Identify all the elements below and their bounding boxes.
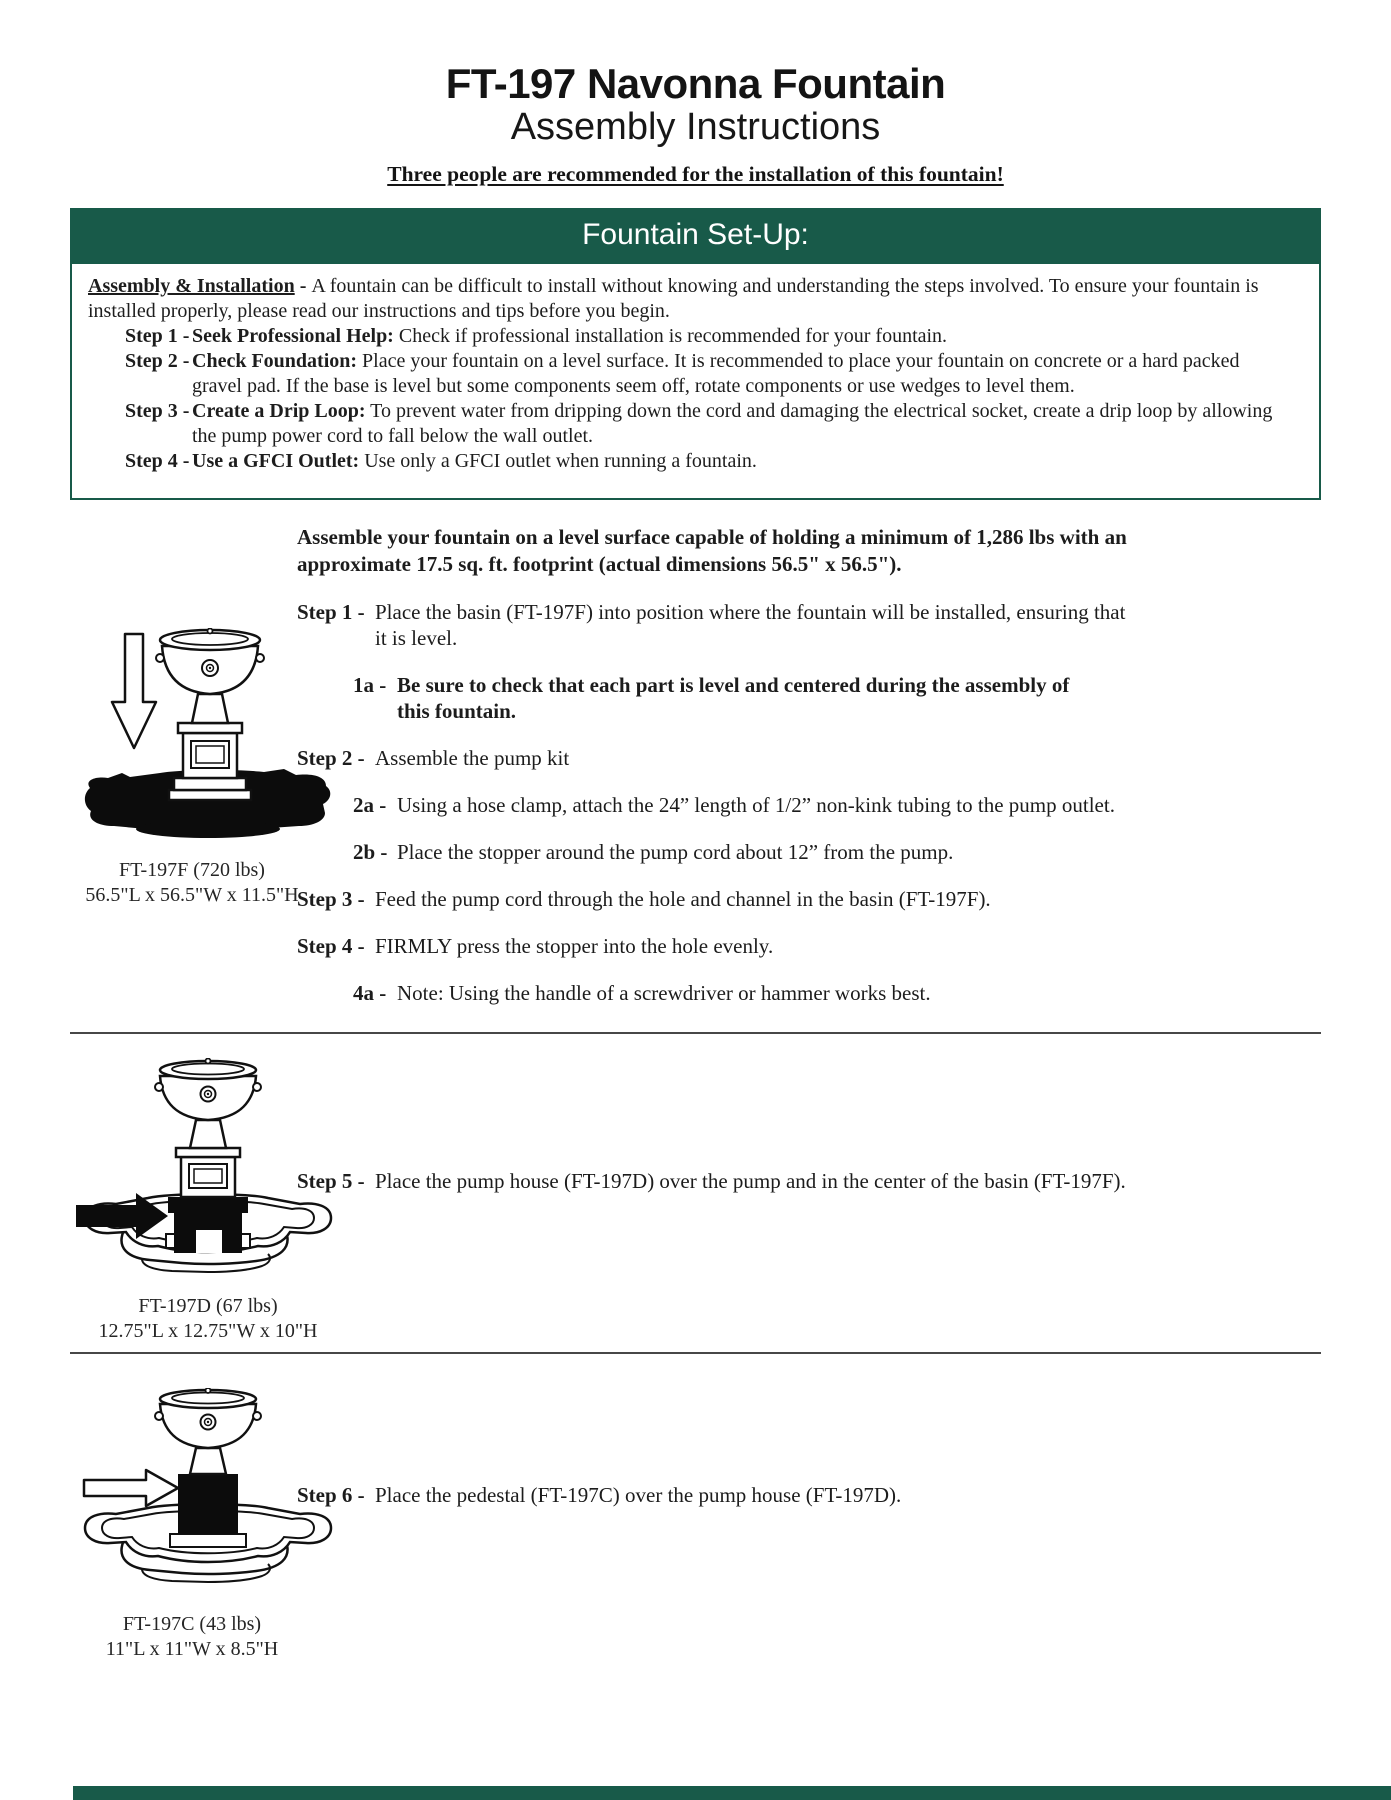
- setup-intro-line1: A fountain can be difficult to install without knowing and understanding the steps involved. To ensure your fountain is: [311, 275, 1259, 297]
- step-3: [297, 886, 1337, 912]
- setup-intro-heading: Assembly & Installation: [88, 275, 295, 297]
- figure-basin-placement: [62, 628, 342, 850]
- fountain-top-drawing: [155, 1388, 261, 1474]
- page-title: FT-197 Navonna Fountain: [445, 60, 946, 107]
- pump-house-door: [196, 1230, 222, 1253]
- step-text: Feed the pump cord through the hole and channel in the basin (FT-197F).: [375, 887, 991, 911]
- setup-step-title: Check Foundation:: [192, 350, 358, 372]
- caption-model: FT-197C (43 lbs): [122, 1613, 262, 1635]
- caption-dimensions: 12.75"L x 12.75"W x 10"H: [98, 1320, 318, 1342]
- setup-step-title: Use a GFCI Outlet:: [192, 450, 360, 472]
- caption-model: FT-197F (720 lbs): [119, 859, 265, 881]
- sub-step-1a: [353, 672, 1337, 724]
- step-label: 2b -: [353, 840, 388, 864]
- step-6: [297, 1482, 1337, 1508]
- step-label: 4a -: [353, 981, 387, 1005]
- setup-intro-line2: installed properly, please read our instructions and tips before you begin.: [88, 300, 670, 322]
- step-text: Assemble the pump kit: [375, 746, 570, 770]
- sub-step-4a: [353, 980, 1337, 1006]
- step-text: Using a hose clamp, attach the 24” length of 1/2” non-kink tubing to the pump outlet.: [397, 793, 1115, 817]
- figure-caption-2: [78, 1294, 338, 1344]
- pedestal-silhouette: [178, 1474, 238, 1534]
- sub-step-2a: [353, 792, 1337, 818]
- step-text: [375, 599, 1125, 651]
- setup-step-1: [125, 324, 1303, 349]
- arrow-right-outline-icon: [84, 1470, 178, 1506]
- step-text: [397, 672, 1069, 724]
- setup-step-text: Check if professional installation is recommended for your fountain.: [393, 325, 948, 347]
- figure-pump-house-placement: [62, 1058, 342, 1273]
- setup-header-label: Fountain Set-Up:: [582, 218, 809, 251]
- section-divider-2: [70, 1352, 1321, 1354]
- step-label: 2a -: [353, 793, 387, 817]
- page-subtitle: Assembly Instructions: [510, 106, 881, 148]
- step-4: [297, 933, 1337, 959]
- setup-step-title: Create a Drip Loop:: [192, 400, 366, 422]
- step-label: Step 1 -: [297, 600, 365, 624]
- fountain-top-drawing: [155, 1059, 261, 1198]
- setup-step-2: [125, 349, 1303, 399]
- setup-step-label: Step 1 -: [125, 325, 190, 347]
- setup-step-label: Step 2 -: [125, 350, 190, 372]
- setup-header: [70, 208, 1321, 262]
- setup-intro-sep: -: [294, 275, 312, 297]
- setup-step-text: gravel pad. If the base is level but some components seem off, rotate components or use wedges to level them.: [192, 375, 1075, 397]
- step-text: Place the pump house (FT-197D) over the pump and in the center of the basin (FT-197F).: [375, 1169, 1126, 1193]
- setup-step-text: the pump power cord to fall below the wall outlet.: [192, 425, 594, 447]
- setup-step-text: Use only a GFCI outlet when running a fountain.: [359, 450, 757, 472]
- step-text: Note: Using the handle of a screwdriver or hammer works best.: [397, 981, 931, 1005]
- section-divider-1: [70, 1032, 1321, 1034]
- assembly-intro-line2: approximate 17.5 sq. ft. footprint (actual dimensions 56.5" x 56.5").: [297, 552, 902, 576]
- setup-step-text: Place your fountain on a level surface. It is recommended to place your fountain on concrete or a hard packed: [357, 350, 1240, 372]
- caption-model: FT-197D (67 lbs): [138, 1295, 278, 1317]
- step-1: [297, 599, 1337, 651]
- step-text: Place the pedestal (FT-197C) over the pump house (FT-197D).: [375, 1483, 902, 1507]
- assembly-instructions: [297, 524, 1337, 1027]
- caption-dimensions: 56.5"L x 56.5"W x 11.5"H: [85, 884, 299, 906]
- step-text: Place the stopper around the pump cord about 12” from the pump.: [397, 840, 954, 864]
- step-line: Be sure to check that each part is level and centered during the assembly of: [397, 673, 1070, 697]
- setup-step-label: Step 4 -: [125, 450, 190, 472]
- step-label: Step 6 -: [297, 1483, 365, 1507]
- figure-caption-1: [62, 858, 322, 908]
- step-2: [297, 745, 1337, 771]
- assembly-intro-line1: Assemble your fountain on a level surface capable of holding a minimum of 1,286 lbs with an: [297, 525, 1127, 549]
- setup-intro: [88, 274, 1303, 324]
- step-line: it is level.: [375, 626, 458, 650]
- setup-step-3: [125, 399, 1303, 449]
- figure-caption-3: [62, 1612, 322, 1662]
- step-label: Step 3 -: [297, 887, 365, 911]
- setup-step-4: [125, 449, 1303, 474]
- step-label: Step 2 -: [297, 746, 365, 770]
- step-line: this fountain.: [397, 699, 517, 723]
- assembly-intro: [297, 524, 1337, 578]
- caption-dimensions: 11"L x 11"W x 8.5"H: [105, 1638, 279, 1660]
- setup-box: [70, 262, 1321, 500]
- sub-step-2b: [353, 839, 1337, 865]
- step-label: 1a -: [353, 673, 387, 697]
- bottom-green-bar: [73, 1786, 1391, 1800]
- step-5: [297, 1168, 1337, 1194]
- recommendation-note: Three people are recommended for the installation of this fountain!: [387, 162, 1004, 186]
- step-label: Step 4 -: [297, 934, 365, 958]
- step-text: FIRMLY press the stopper into the hole evenly.: [375, 934, 774, 958]
- arrow-down-icon: [112, 634, 156, 748]
- setup-step-title: Seek Professional Help:: [192, 325, 394, 347]
- step-line: Place the basin (FT-197F) into position where the fountain will be installed, ensuring that: [375, 600, 1126, 624]
- setup-step-label: Step 3 -: [125, 400, 190, 422]
- step-label: Step 5 -: [297, 1169, 365, 1193]
- setup-step-text: To prevent water from dripping down the cord and damaging the electrical socket, create a drip loop by allowing: [365, 400, 1273, 422]
